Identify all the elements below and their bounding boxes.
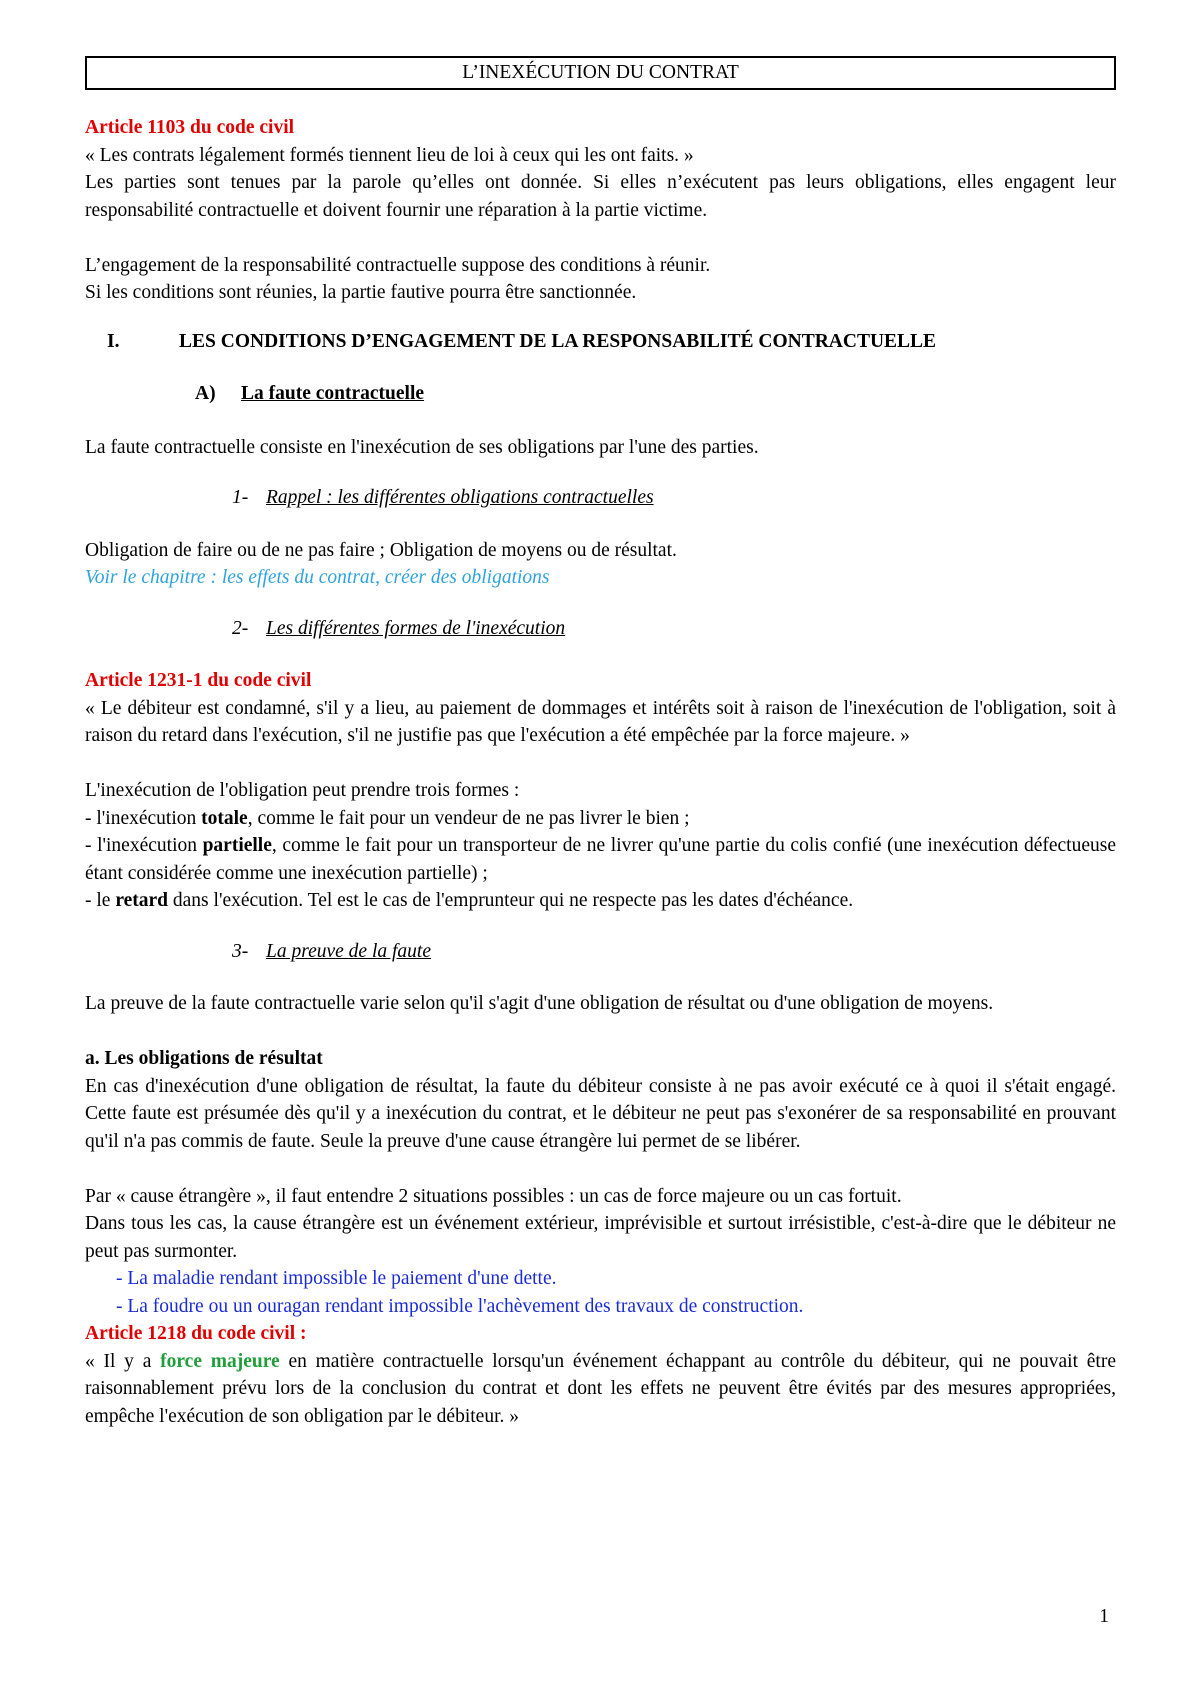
forme-partielle xyxy=(85,832,1116,887)
article-1103-heading: Article 1103 du code civil xyxy=(85,117,295,138)
forme-totale-post: , comme le fait pour un vendeur de ne pas livrer le bien ; xyxy=(247,807,690,829)
example-maladie: - La maladie rendant impossible le paiement d'une dette. xyxy=(116,1268,557,1289)
faute-definition: La faute contractuelle consiste en l'inexécution de ses obligations par l'une des parties. xyxy=(85,436,759,458)
article-1218-quote xyxy=(85,1348,1116,1431)
subsection-1-label: 1- xyxy=(232,487,249,508)
article-1218-heading: Article 1218 du code civil : xyxy=(85,1323,307,1344)
forme-retard-pre: - le xyxy=(85,890,116,911)
intro-line-1: L’engagement de la responsabilité contractuelle suppose des conditions à réunir. xyxy=(85,254,711,276)
section-1-number: I. xyxy=(107,330,120,352)
section-1-heading xyxy=(85,328,1116,356)
obligation-types: Obligation de faire ou de ne pas faire ; Obligation de moyens ou de résultat. xyxy=(85,539,677,561)
section-1-title: LES CONDITIONS D’ENGAGEMENT DE LA RESPONSABILITÉ CONTRACTUELLE xyxy=(179,330,937,352)
forme-retard-post: dans l'exécution. Tel est le cas de l'emprunteur qui ne respecte pas les dates d'échéance. xyxy=(168,890,854,911)
subsection-3-title: La preuve de la faute xyxy=(266,940,431,962)
formes-intro: L'inexécution de l'obligation peut prendre trois formes : xyxy=(85,780,520,801)
article-1218-quote-pre: « Il y a xyxy=(85,1350,161,1372)
subsection-1-heading xyxy=(85,484,1116,512)
forme-totale-bold: totale xyxy=(201,807,248,829)
forme-partielle-post: , comme le fait pour un transporteur de ne livrer qu'une partie du colis confié (une inexécution défectueuse étant considérée comme une inexécution partielle) ; xyxy=(85,835,1116,884)
subsection-3-label: 3- xyxy=(232,940,249,962)
forme-retard-bold: retard xyxy=(115,890,169,911)
article-1103-quote: « Les contrats légalement formés tiennent lieu de loi à ceux qui les ont faits. » xyxy=(85,144,694,166)
forme-totale xyxy=(85,805,1116,833)
obligations-resultat-heading: a. Les obligations de résultat xyxy=(85,1048,323,1069)
subsection-1-title: Rappel : les différentes obligations contractuelles xyxy=(266,487,654,508)
article-1103-explanation: Les parties sont tenues par la parole qu’elles ont donnée. Si elles n’exécutent pas leurs obligations, elles engagent leur responsabilité contractuelle et doivent fournir une réparation à la partie victime. xyxy=(85,172,1116,221)
subsection-3-heading xyxy=(85,938,1116,966)
intro-line-2: Si les conditions sont réunies, la partie fautive pourra être sanctionnée. xyxy=(85,282,637,303)
see-chapter-link[interactable]: Voir le chapitre : les effets du contrat, créer des obligations xyxy=(85,567,550,588)
article-1218-quote-post: en matière contractuelle lorsqu'un événement échappant au contrôle du débiteur, qui ne pouvait être raisonnablement prévu lors de la conclusion du contrat et dont les effets ne peuvent être évités par des mesures appropriées, empêche l'exécution de son obligation par le débiteur. » xyxy=(85,1350,1116,1427)
article-1231-quote: « Le débiteur est condamné, s'il y a lieu, au paiement de dommages et intérêts soit à raison de l'inexécution de l'obligation, soit à raison du retard dans l'exécution, s'il ne justifie pas que l'exécution a été empêchée par la force majeure. » xyxy=(85,697,1116,746)
subsection-a-label: A) xyxy=(195,383,216,404)
document-page xyxy=(85,56,1116,1430)
forme-retard xyxy=(85,887,1116,915)
preuve-paragraph: La preuve de la faute contractuelle varie selon qu'il s'agit d'une obligation de résultat ou d'une obligation de moyens. xyxy=(85,993,994,1014)
document-title: L’INEXÉCUTION DU CONTRAT xyxy=(85,56,1116,90)
forme-partielle-pre: - l'inexécution xyxy=(85,835,203,856)
cause-etrangere-line-2: Dans tous les cas, la cause étrangère est un événement extérieur, imprévisible et surtout irrésistible, c'est-à-dire que le débiteur ne peut pas surmonter. xyxy=(85,1213,1116,1262)
page-number: 1 xyxy=(1099,1606,1109,1627)
subsection-2-title: Les différentes formes de l'inexécution xyxy=(266,617,566,639)
obligations-resultat-text: En cas d'inexécution d'une obligation de résultat, la faute du débiteur consiste à ne pas avoir exécuté ce à quoi il s'était engagé. Cette faute est présumée dès qu'il y a inexécution du contrat, et le débiteur ne peut pas s'exonérer de sa responsabilité en prouvant qu'il n'a pas commis de faute. Seule la preuve d'une cause étrangère lui permet de se libérer. xyxy=(85,1075,1116,1152)
subsection-2-heading xyxy=(85,615,1116,643)
forme-partielle-bold: partielle xyxy=(202,835,272,856)
forme-totale-pre: - l'inexécution xyxy=(85,807,202,829)
example-foudre: - La foudre ou un ouragan rendant impossible l'achèvement des travaux de construction. xyxy=(116,1295,804,1317)
subsection-2-label: 2- xyxy=(232,617,249,639)
force-majeure-term: force majeure xyxy=(160,1350,280,1372)
article-1231-heading: Article 1231-1 du code civil xyxy=(85,670,312,691)
subsection-a-heading xyxy=(85,380,1116,408)
subsection-a-title: La faute contractuelle xyxy=(241,383,425,404)
cause-etrangere-line-1: Par « cause étrangère », il faut entendre 2 situations possibles : un cas de force majeure ou un cas fortuit. xyxy=(85,1185,902,1207)
